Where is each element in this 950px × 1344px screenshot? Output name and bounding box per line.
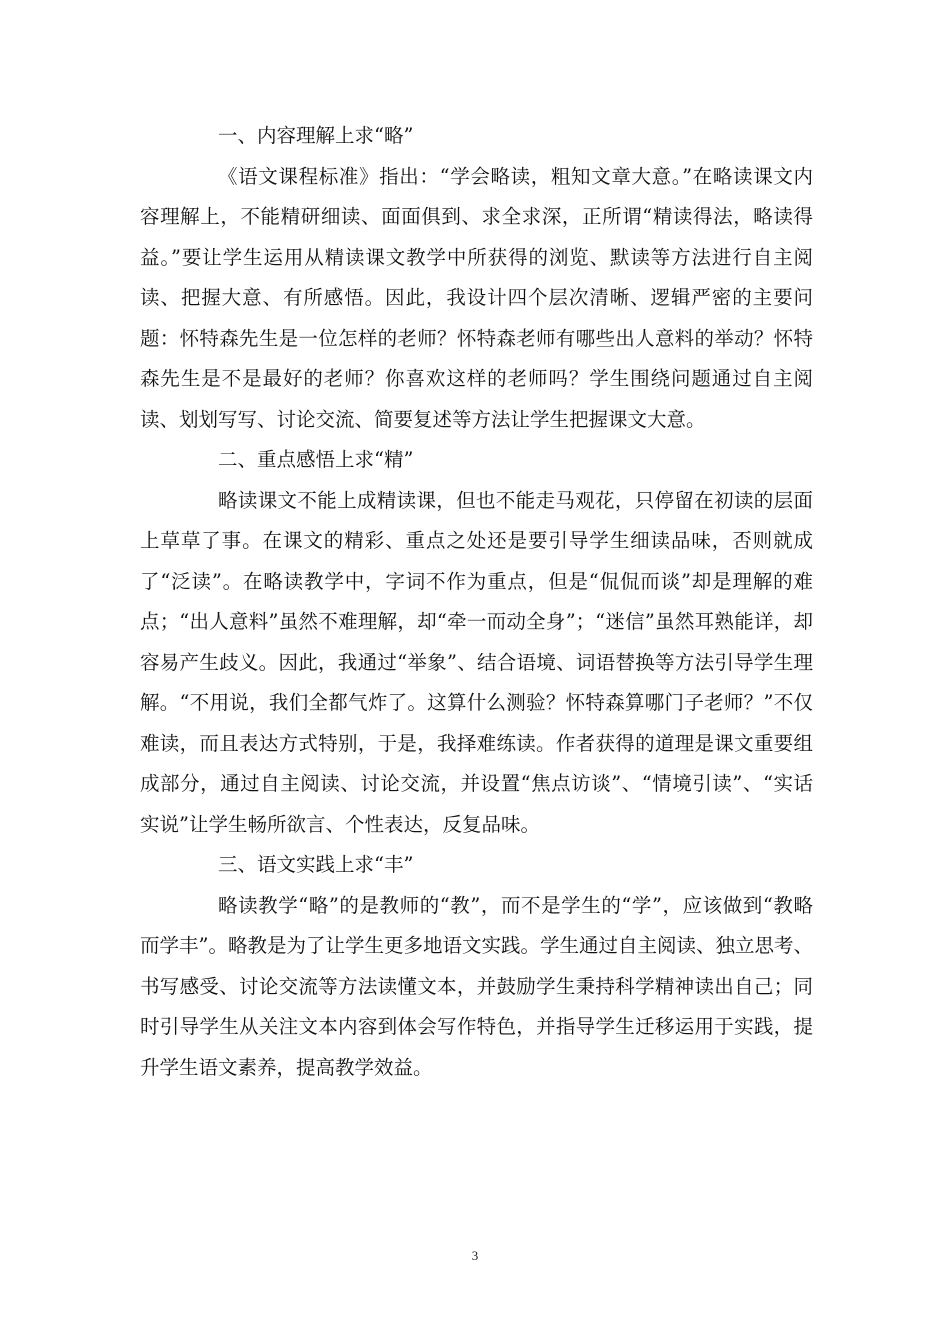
- section-paragraph-2: 略读课文不能上成精读课，但也不能走马观花，只停留在初读的层面上草草了事。在课文的精彩、重点之处还是要引导学生细读品味，否则就成了“泛读”。在略读教学中，字词不作为重点，但是“侃侃而谈”却是理解的难点；“出人意料”虽然不难理解，却“牵一而动全身”；“迷信”虽然耳熟能详，却容易产生歧义。因此，我通过“举象”、结合语境、词语替换等方法引导学生理解。“不用说，我们全都气炸了。这算什么测验？怀特森算哪门子老师？”不仅难读，而且表达方式特别，于是，我择难练读。作者获得的道理是课文重要组成部分，通过自主阅读、讨论交流，并设置“焦点访谈”、“情境引读”、“实话实说”让学生畅所欲言、个性表达，反复品味。: [140, 488, 813, 836]
- section-paragraph-1: 《语文课程标准》指出：“学会略读，粗知文章大意。”在略读课文内容理解上，不能精研细读、面面俱到、求全求深，正所谓“精读得法，略读得益。”要让学生运用从精读课文教学中所获得的浏览、默读等方法进行自主阅读、把握大意、有所感悟。因此，我设计四个层次清晰、逻辑严密的主要问题：怀特森先生是一位怎样的老师？怀特森老师有哪些出人意料的举动？怀特森先生是不是最好的老师？你喜欢这样的老师吗？学生围绕问题通过自主阅读、划划写写、讨论交流、简要复述等方法让学生把握课文大意。: [140, 164, 813, 431]
- section-paragraph-3: 略读教学“略”的是教师的“教”，而不是学生的“学”，应该做到“教略而学丰”。略教是为了让学生更多地语文实践。学生通过自主阅读、独立思考、书写感受、讨论交流等方法读懂文本，并鼓励学生秉持科学精神读出自己；同时引导学生从关注文本内容到体会写作特色，并指导学生迁移运用于实践，提升学生语文素养，提高教学效益。: [140, 893, 813, 1079]
- section-heading-2: 二、重点感悟上求“精”: [218, 448, 414, 471]
- section-heading-3: 三、语文实践上求“丰”: [218, 853, 414, 876]
- section-heading-1: 一、内容理解上求“略”: [218, 124, 414, 147]
- page-number: 3: [471, 1248, 479, 1263]
- document-body: [140, 116, 813, 1088]
